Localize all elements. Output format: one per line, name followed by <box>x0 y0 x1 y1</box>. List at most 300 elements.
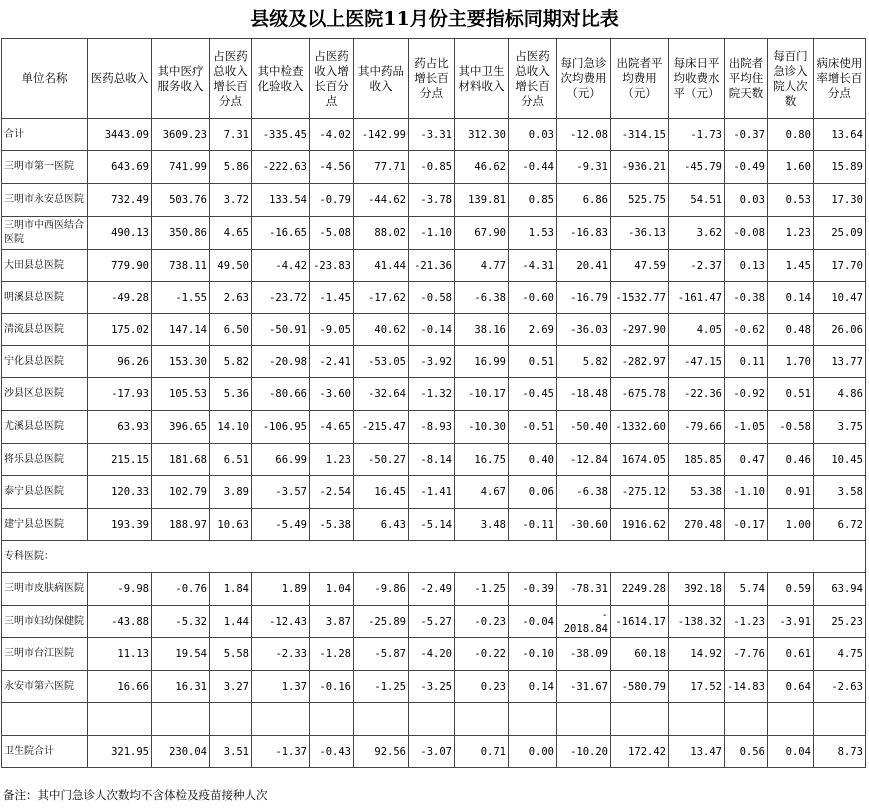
value-cell: 215.15 <box>88 444 152 476</box>
value-cell: -47.15 <box>669 346 725 378</box>
column-header: 药占比增长百分点 <box>409 39 455 119</box>
value-cell: -17.62 <box>354 282 409 314</box>
unit-name-cell: 合计 <box>2 119 88 151</box>
value-cell: -4.31 <box>509 250 557 282</box>
value-cell: 4.05 <box>669 314 725 346</box>
value-cell: -2.54 <box>310 476 354 509</box>
value-cell: 133.54 <box>252 184 310 217</box>
value-cell: -5.38 <box>310 509 354 541</box>
value-cell: -5.14 <box>409 509 455 541</box>
unit-name-cell: 清流县总医院 <box>2 314 88 346</box>
value-cell: 38.16 <box>455 314 509 346</box>
value-cell: 1.89 <box>252 573 310 606</box>
value-cell: 1916.62 <box>611 509 669 541</box>
unit-name-cell: 将乐县总医院 <box>2 444 88 476</box>
unit-name-cell: 沙县区总医院 <box>2 378 88 411</box>
value-cell: 5.86 <box>210 151 252 184</box>
unit-name-cell: 三明市台江医院 <box>2 638 88 671</box>
value-cell: -0.58 <box>767 411 813 444</box>
value-cell: -53.05 <box>354 346 409 378</box>
value-cell: 5.74 <box>725 573 768 606</box>
value-cell: 40.62 <box>354 314 409 346</box>
value-cell: -79.66 <box>669 411 725 444</box>
table-header <box>2 39 866 119</box>
value-cell: -49.28 <box>88 282 152 314</box>
column-header: 每床日平均收费水平（元） <box>669 39 725 119</box>
value-cell: -4.56 <box>310 151 354 184</box>
value-cell: 1.23 <box>767 217 813 250</box>
value-cell: 47.59 <box>611 250 669 282</box>
value-cell: 4.77 <box>455 250 509 282</box>
value-cell: -0.37 <box>725 119 768 151</box>
table-row <box>2 346 866 378</box>
value-cell: -0.08 <box>725 217 768 250</box>
value-cell: -8.14 <box>409 444 455 476</box>
value-cell: -3.07 <box>409 736 455 768</box>
value-cell: 3.72 <box>210 184 252 217</box>
value-cell: 1.53 <box>509 217 557 250</box>
value-cell: 396.65 <box>152 411 210 444</box>
value-cell: -138.32 <box>669 606 725 638</box>
value-cell: -282.97 <box>611 346 669 378</box>
value-cell: 1.45 <box>767 250 813 282</box>
value-cell: 88.02 <box>354 217 409 250</box>
unit-name-cell: 卫生院合计 <box>2 736 88 768</box>
value-cell: -9.86 <box>354 573 409 606</box>
value-cell: 1.00 <box>767 509 813 541</box>
empty-cell <box>152 703 210 736</box>
value-cell: 5.82 <box>210 346 252 378</box>
value-cell: 63.94 <box>813 573 865 606</box>
value-cell: 779.90 <box>88 250 152 282</box>
value-cell: 11.13 <box>88 638 152 671</box>
value-cell: -9.05 <box>310 314 354 346</box>
value-cell: 525.75 <box>611 184 669 217</box>
value-cell: 0.40 <box>509 444 557 476</box>
value-cell: 0.06 <box>509 476 557 509</box>
value-cell: -3.25 <box>409 671 455 703</box>
empty-cell <box>455 703 509 736</box>
value-cell: -1.37 <box>252 736 310 768</box>
value-cell: -0.17 <box>725 509 768 541</box>
value-cell: 1.60 <box>767 151 813 184</box>
value-cell: 53.38 <box>669 476 725 509</box>
column-header: 占医药总收入增长百分点 <box>509 39 557 119</box>
value-cell: 3.27 <box>210 671 252 703</box>
value-cell: 3.62 <box>669 217 725 250</box>
value-cell: -0.11 <box>509 509 557 541</box>
value-cell: 17.70 <box>813 250 865 282</box>
value-cell: -6.38 <box>557 476 611 509</box>
value-cell: 4.67 <box>455 476 509 509</box>
table-row <box>2 476 866 509</box>
value-cell: 6.43 <box>354 509 409 541</box>
value-cell: 13.47 <box>669 736 725 768</box>
value-cell: -8.93 <box>409 411 455 444</box>
value-cell: -222.63 <box>252 151 310 184</box>
table-row <box>2 282 866 314</box>
column-header: 其中卫生材料收入 <box>455 39 509 119</box>
value-cell: -3.57 <box>252 476 310 509</box>
value-cell: -0.62 <box>725 314 768 346</box>
value-cell: 20.41 <box>557 250 611 282</box>
empty-cell <box>669 703 725 736</box>
value-cell: -23.72 <box>252 282 310 314</box>
value-cell: 0.23 <box>455 671 509 703</box>
value-cell: 0.64 <box>767 671 813 703</box>
value-cell: 643.69 <box>88 151 152 184</box>
value-cell: -0.39 <box>509 573 557 606</box>
value-cell: 16.75 <box>455 444 509 476</box>
value-cell: 139.81 <box>455 184 509 217</box>
value-cell: -3.78 <box>409 184 455 217</box>
value-cell: -9.98 <box>88 573 152 606</box>
unit-name-cell: 永安市第六医院 <box>2 671 88 703</box>
value-cell: 181.68 <box>152 444 210 476</box>
value-cell: 732.49 <box>88 184 152 217</box>
value-cell: -50.40 <box>557 411 611 444</box>
value-cell: -21.36 <box>409 250 455 282</box>
value-cell: -0.51 <box>509 411 557 444</box>
value-cell: -1.25 <box>455 573 509 606</box>
value-cell: 0.11 <box>725 346 768 378</box>
value-cell: 2.69 <box>509 314 557 346</box>
value-cell: -0.49 <box>725 151 768 184</box>
value-cell: 503.76 <box>152 184 210 217</box>
value-cell: 0.48 <box>767 314 813 346</box>
value-cell: -0.16 <box>310 671 354 703</box>
value-cell: 153.30 <box>152 346 210 378</box>
unit-name-cell: 三明市妇幼保健院 <box>2 606 88 638</box>
value-cell: -1332.60 <box>611 411 669 444</box>
value-cell: -3.60 <box>310 378 354 411</box>
value-cell: -0.10 <box>509 638 557 671</box>
unit-name-cell: 泰宁县总医院 <box>2 476 88 509</box>
table-row <box>2 378 866 411</box>
value-cell: 25.09 <box>813 217 865 250</box>
empty-cell <box>813 703 865 736</box>
value-cell: 0.03 <box>509 119 557 151</box>
value-cell: 230.04 <box>152 736 210 768</box>
value-cell: -580.79 <box>611 671 669 703</box>
column-header: 每门急诊次均费用（元） <box>557 39 611 119</box>
value-cell: 67.90 <box>455 217 509 250</box>
value-cell: 92.56 <box>354 736 409 768</box>
value-cell: 0.14 <box>509 671 557 703</box>
column-header: 每百门急诊入院人次数 <box>767 39 813 119</box>
value-cell: 0.85 <box>509 184 557 217</box>
value-cell: -1.73 <box>669 119 725 151</box>
value-cell: -3.92 <box>409 346 455 378</box>
value-cell: 1.84 <box>210 573 252 606</box>
value-cell: 392.18 <box>669 573 725 606</box>
value-cell: 54.51 <box>669 184 725 217</box>
comparison-table <box>1 38 866 768</box>
value-cell: 188.97 <box>152 509 210 541</box>
footnote: 备注：其中门急诊人次数均不含体检及疫苗接种人次 <box>3 788 268 802</box>
value-cell: -12.84 <box>557 444 611 476</box>
table-row <box>2 638 866 671</box>
value-cell: 10.45 <box>813 444 865 476</box>
value-cell: -16.65 <box>252 217 310 250</box>
value-cell: -3.31 <box>409 119 455 151</box>
value-cell: -32.64 <box>354 378 409 411</box>
value-cell: -161.47 <box>669 282 725 314</box>
value-cell: 5.58 <box>210 638 252 671</box>
value-cell: 10.63 <box>210 509 252 541</box>
value-cell: -0.92 <box>725 378 768 411</box>
value-cell: 16.66 <box>88 671 152 703</box>
value-cell: 14.10 <box>210 411 252 444</box>
value-cell: -675.78 <box>611 378 669 411</box>
value-cell: 10.47 <box>813 282 865 314</box>
value-cell: -0.45 <box>509 378 557 411</box>
table-row <box>2 314 866 346</box>
value-cell: -10.17 <box>455 378 509 411</box>
value-cell: -1.41 <box>409 476 455 509</box>
value-cell: 193.39 <box>88 509 152 541</box>
value-cell: 3.89 <box>210 476 252 509</box>
value-cell: -38.09 <box>557 638 611 671</box>
value-cell: 1.23 <box>310 444 354 476</box>
value-cell: -215.47 <box>354 411 409 444</box>
blank-row <box>2 703 866 736</box>
value-cell: 3.75 <box>813 411 865 444</box>
value-cell: 6.72 <box>813 509 865 541</box>
empty-cell <box>252 703 310 736</box>
empty-cell <box>354 703 409 736</box>
value-cell: -0.79 <box>310 184 354 217</box>
value-cell: 2249.28 <box>611 573 669 606</box>
unit-name-cell: 建宁县总医院 <box>2 509 88 541</box>
empty-cell <box>509 703 557 736</box>
section-row <box>2 541 866 573</box>
value-cell: 270.48 <box>669 509 725 541</box>
value-cell: -31.67 <box>557 671 611 703</box>
value-cell: 102.79 <box>152 476 210 509</box>
value-cell: 6.50 <box>210 314 252 346</box>
column-header: 其中药品收入 <box>354 39 409 119</box>
value-cell: -5.27 <box>409 606 455 638</box>
value-cell: 312.30 <box>455 119 509 151</box>
table-row <box>2 217 866 250</box>
unit-name-cell: 三明市第一医院 <box>2 151 88 184</box>
value-cell: -2.33 <box>252 638 310 671</box>
value-cell: 0.51 <box>509 346 557 378</box>
value-cell: -4.42 <box>252 250 310 282</box>
table-row <box>2 184 866 217</box>
value-cell: 147.14 <box>152 314 210 346</box>
value-cell: -1.05 <box>725 411 768 444</box>
value-cell: -0.44 <box>509 151 557 184</box>
value-cell: -3.91 <box>767 606 813 638</box>
value-cell: -1.23 <box>725 606 768 638</box>
value-cell: -1.55 <box>152 282 210 314</box>
value-cell: -297.90 <box>611 314 669 346</box>
value-cell: 105.53 <box>152 378 210 411</box>
empty-cell <box>409 703 455 736</box>
value-cell: 0.51 <box>767 378 813 411</box>
value-cell: 0.59 <box>767 573 813 606</box>
value-cell: 0.03 <box>725 184 768 217</box>
unit-name-cell: 明溪县总医院 <box>2 282 88 314</box>
value-cell: -0.85 <box>409 151 455 184</box>
value-cell: -0.58 <box>409 282 455 314</box>
value-cell: 4.86 <box>813 378 865 411</box>
value-cell: -25.89 <box>354 606 409 638</box>
table-row <box>2 509 866 541</box>
value-cell: -0.43 <box>310 736 354 768</box>
value-cell: -6.38 <box>455 282 509 314</box>
value-cell: -16.83 <box>557 217 611 250</box>
value-cell: -12.08 <box>557 119 611 151</box>
empty-cell <box>725 703 768 736</box>
value-cell: 350.86 <box>152 217 210 250</box>
value-cell: 490.13 <box>88 217 152 250</box>
value-cell: 0.53 <box>767 184 813 217</box>
value-cell: 13.77 <box>813 346 865 378</box>
value-cell: 66.99 <box>252 444 310 476</box>
value-cell: 3.48 <box>455 509 509 541</box>
value-cell: 738.11 <box>152 250 210 282</box>
value-cell: -44.62 <box>354 184 409 217</box>
value-cell: -4.65 <box>310 411 354 444</box>
value-cell: -1532.77 <box>611 282 669 314</box>
value-cell: 8.73 <box>813 736 865 768</box>
value-cell: 3.51 <box>210 736 252 768</box>
value-cell: -80.66 <box>252 378 310 411</box>
value-cell: 175.02 <box>88 314 152 346</box>
value-cell: -335.45 <box>252 119 310 151</box>
value-cell: -1.25 <box>354 671 409 703</box>
value-cell: 16.99 <box>455 346 509 378</box>
value-cell: 0.46 <box>767 444 813 476</box>
header-row <box>2 39 866 119</box>
value-cell: 0.47 <box>725 444 768 476</box>
value-cell: -23.83 <box>310 250 354 282</box>
value-cell: 13.64 <box>813 119 865 151</box>
value-cell: 49.50 <box>210 250 252 282</box>
value-cell: 25.23 <box>813 606 865 638</box>
table-body <box>2 119 866 768</box>
value-cell: -1.10 <box>409 217 455 250</box>
value-cell: -4.02 <box>310 119 354 151</box>
value-cell: 185.85 <box>669 444 725 476</box>
value-cell: -36.13 <box>611 217 669 250</box>
value-cell: 14.92 <box>669 638 725 671</box>
value-cell: -5.87 <box>354 638 409 671</box>
value-cell: -5.32 <box>152 606 210 638</box>
value-cell: 321.95 <box>88 736 152 768</box>
table-row <box>2 411 866 444</box>
value-cell: -314.15 <box>611 119 669 151</box>
table-row <box>2 250 866 282</box>
value-cell: -5.49 <box>252 509 310 541</box>
report-title: 县级及以上医院11月份主要指标同期对比表 <box>250 8 619 30</box>
empty-cell <box>88 703 152 736</box>
value-cell: 3.87 <box>310 606 354 638</box>
value-cell: 172.42 <box>611 736 669 768</box>
value-cell: -2.49 <box>409 573 455 606</box>
value-cell: -1.28 <box>310 638 354 671</box>
value-cell: 77.71 <box>354 151 409 184</box>
column-header: 出院者平均费用（元） <box>611 39 669 119</box>
value-cell: -2.37 <box>669 250 725 282</box>
value-cell: 16.45 <box>354 476 409 509</box>
value-cell: -1.45 <box>310 282 354 314</box>
value-cell: 46.62 <box>455 151 509 184</box>
unit-name-cell: 三明市永安总医院 <box>2 184 88 217</box>
empty-cell <box>2 703 88 736</box>
value-cell: -20.98 <box>252 346 310 378</box>
value-cell: -275.12 <box>611 476 669 509</box>
value-cell: 1.70 <box>767 346 813 378</box>
value-cell: -10.30 <box>455 411 509 444</box>
table-row <box>2 151 866 184</box>
value-cell: 63.93 <box>88 411 152 444</box>
value-cell: -43.88 <box>88 606 152 638</box>
column-header: 其中检查化验收入 <box>252 39 310 119</box>
value-cell: -1.10 <box>725 476 768 509</box>
value-cell: 17.30 <box>813 184 865 217</box>
value-cell: -17.93 <box>88 378 152 411</box>
value-cell: -0.76 <box>152 573 210 606</box>
column-header: 出院者平均住院天数 <box>725 39 768 119</box>
value-cell: 1674.05 <box>611 444 669 476</box>
value-cell: 41.44 <box>354 250 409 282</box>
value-cell: 0.13 <box>725 250 768 282</box>
value-cell: -1614.17 <box>611 606 669 638</box>
value-cell: 0.04 <box>767 736 813 768</box>
value-cell: -18.48 <box>557 378 611 411</box>
value-cell: 5.36 <box>210 378 252 411</box>
value-cell: -14.83 <box>725 671 768 703</box>
value-cell: 0.14 <box>767 282 813 314</box>
value-cell: 4.75 <box>813 638 865 671</box>
unit-name-cell: 尤溪县总医院 <box>2 411 88 444</box>
value-cell: 17.52 <box>669 671 725 703</box>
empty-cell <box>210 703 252 736</box>
value-cell: 0.80 <box>767 119 813 151</box>
value-cell: -1.32 <box>409 378 455 411</box>
value-cell: -9.31 <box>557 151 611 184</box>
value-cell: 3609.23 <box>152 119 210 151</box>
value-cell: -0.60 <box>509 282 557 314</box>
value-cell: -4.20 <box>409 638 455 671</box>
value-cell: -0.22 <box>455 638 509 671</box>
value-cell: -50.91 <box>252 314 310 346</box>
value-cell: -0.14 <box>409 314 455 346</box>
value-cell: 1.04 <box>310 573 354 606</box>
value-cell: 0.61 <box>767 638 813 671</box>
unit-name-cell: 大田县总医院 <box>2 250 88 282</box>
value-cell: -106.95 <box>252 411 310 444</box>
value-cell: 741.99 <box>152 151 210 184</box>
value-cell: 7.31 <box>210 119 252 151</box>
value-cell: -0.04 <box>509 606 557 638</box>
value-cell: 19.54 <box>152 638 210 671</box>
value-cell: 2.63 <box>210 282 252 314</box>
unit-name-cell: 三明市中西医结合医院 <box>2 217 88 250</box>
section-label: 专科医院： <box>2 541 866 573</box>
value-cell: 0.00 <box>509 736 557 768</box>
value-cell: 1.44 <box>210 606 252 638</box>
value-cell: -2.41 <box>310 346 354 378</box>
value-cell: 0.56 <box>725 736 768 768</box>
value-cell: 96.26 <box>88 346 152 378</box>
table-row <box>2 671 866 703</box>
value-cell: 120.33 <box>88 476 152 509</box>
